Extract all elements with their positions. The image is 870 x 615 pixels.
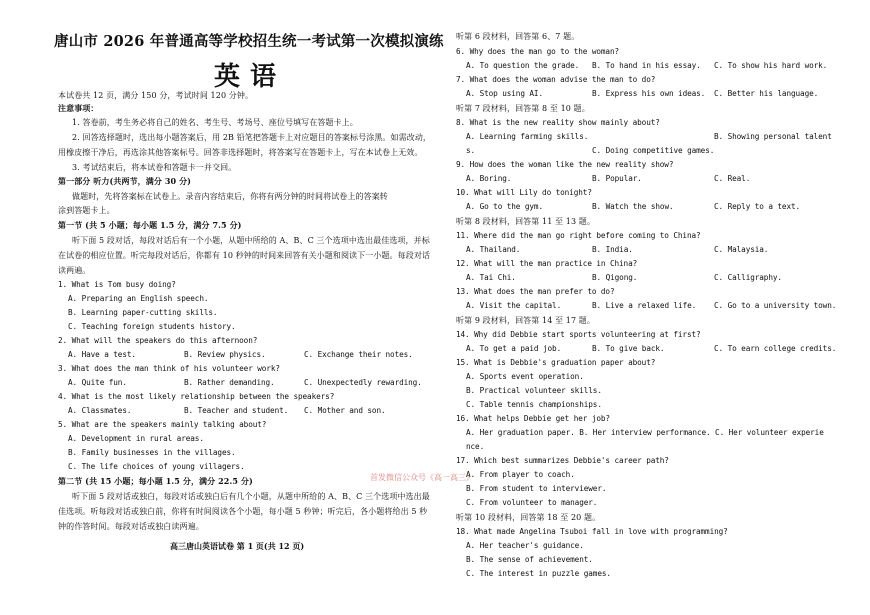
section2-instr-b: 佳选项。听每段对话或独白前，你将有时间阅读各个小题，每小题 5 秒钟；听完后，各小题将给出 5 秒 xyxy=(58,507,428,516)
q13-option-c: C. Go to a university town. xyxy=(714,301,837,310)
question-6: 6. Why does the man go to the woman? xyxy=(456,47,620,56)
question-7: 7. What does the woman advise the man to do? xyxy=(456,75,656,84)
q13-option-b: B. Live a relaxed life. xyxy=(592,301,697,310)
section2-instr-a: 听下面 5 段对话或独白，每段对话或独白后有几个小题，从题中所给的 A、B、C 三个选项中选出最 xyxy=(72,492,430,501)
q7-option-c: C. Better his language. xyxy=(714,89,819,98)
q15-option-b: B. Practical volunteer skills. xyxy=(466,386,602,395)
q16-options-cont: nce. xyxy=(466,442,485,451)
question-5: 5. What are the speakers mainly talking about? xyxy=(58,420,267,429)
watermark: 首发微信公众号《高一高三》 xyxy=(370,473,474,482)
q16-options: A. Her graduation paper. B. Her interview performance. C. Her volunteer experie xyxy=(466,428,824,437)
material-9-heading: 听第 9 段材料，回答第 14 至 17 题。 xyxy=(456,316,596,325)
q10-option-c: C. Reply to a text. xyxy=(714,202,801,211)
q15-option-a: A. Sports event operation. xyxy=(466,372,584,381)
notice-2b: 用橡皮擦干净后，再选涂其他答案标号。回答非选择题时，将答案写在答题卡上，写在本试卷上无效。 xyxy=(58,148,423,157)
q5-option-c: C. The life choices of young villagers. xyxy=(68,462,245,471)
question-18: 18. What made Angelina Tsuboi fall in love with programming? xyxy=(456,527,728,536)
subject-title: 英语 xyxy=(214,62,287,92)
q8-option-b-cont: s. xyxy=(466,146,476,155)
notice-1: 1. 答卷前，考生务必将自己的姓名、考生号、考场号、座位号填写在答题卡上。 xyxy=(72,118,358,127)
question-13: 13. What does the man prefer to do? xyxy=(456,287,615,296)
q15-option-c: C. Table tennis championships. xyxy=(466,400,602,409)
part1-instr-b: 涂到答题卡上。 xyxy=(58,206,115,215)
q17-option-c: C. From volunteer to manager. xyxy=(466,498,598,507)
question-12: 12. What will the man practice in China? xyxy=(456,259,638,268)
q8-option-b: B. Showing personal talent xyxy=(714,132,832,141)
notice-heading: 注意事项： xyxy=(58,103,99,113)
q7-option-a: A. Stop using AI. xyxy=(466,89,543,98)
q3-option-b: B. Rather demanding. xyxy=(184,378,275,387)
q6-option-c: C. To show his hard work. xyxy=(714,61,828,70)
q7-option-b: B. Express his own ideas. xyxy=(592,89,706,98)
material-7-heading: 听第 7 段材料，回答第 8 至 10 题。 xyxy=(456,104,590,113)
q2-option-c: C. Exchange their notes. xyxy=(304,350,413,359)
material-8-heading: 听第 8 段材料，回答第 11 至 13 题。 xyxy=(456,217,596,226)
question-14: 14. Why did Debbie start sports volunteering at first? xyxy=(456,330,701,339)
q5-option-b: B. Family businesses in the villages. xyxy=(68,448,236,457)
question-4: 4. What is the most likely relationship between the speakers? xyxy=(58,392,335,401)
q2-option-a: A. Have a test. xyxy=(68,350,136,359)
question-17: 17. Which best summarizes Debbie's career path? xyxy=(456,456,669,465)
page-footer: 高三唐山英语试卷 第 1 页(共 12 页) xyxy=(170,541,305,551)
q5-option-a: A. Development in rural areas. xyxy=(68,434,204,443)
q12-option-b: B. Qigong. xyxy=(592,273,638,282)
q8-option-c: C. Doing competitive games. xyxy=(592,146,715,155)
section1-instr-b: 在试卷的相应位置。听完每段对话后，你都有 10 秒钟的时间来回答有关小题和阅读下一小题。每段对话 xyxy=(58,251,431,260)
section1-heading: 第一节 (共 5 小题；每小题 1.5 分，满分 7.5 分) xyxy=(58,220,242,230)
q1-option-a: A. Preparing an English speech. xyxy=(68,294,209,303)
section2-heading: 第二节 (共 15 小题；每小题 1.5 分，满分 22.5 分) xyxy=(58,476,253,486)
question-9: 9. How does the woman like the new reality show? xyxy=(456,160,674,169)
section1-instr-c: 读两遍。 xyxy=(58,266,91,275)
q6-option-a: A. To question the grade. xyxy=(466,61,580,70)
q14-option-c: C. To earn college credits. xyxy=(714,344,837,353)
q14-option-b: B. To give back. xyxy=(592,344,665,353)
section2-instr-c: 钟的作答时间。每段对话或独白读两遍。 xyxy=(58,522,204,531)
q11-option-b: B. India. xyxy=(592,245,633,254)
q3-option-c: C. Unexpectedly rewarding. xyxy=(304,378,422,387)
q4-option-a: A. Classmates. xyxy=(68,406,132,415)
question-1: 1. What is Tom busy doing? xyxy=(58,280,176,289)
q12-option-a: A. Tai Chi. xyxy=(466,273,516,282)
question-10: 10. What will Lily do tonight? xyxy=(456,188,592,197)
q18-option-b: B. The sense of achievement. xyxy=(466,555,593,564)
material-10-heading: 听第 10 段材料，回答第 18 至 20 题。 xyxy=(456,513,601,522)
q1-option-c: C. Teaching foreign students history. xyxy=(68,322,236,331)
q14-option-a: A. To get a paid job. xyxy=(466,344,562,353)
exam-info: 本试卷共 12 页，满分 150 分，考试时间 120 分钟。 xyxy=(58,91,254,100)
q10-option-b: B. Watch the show. xyxy=(592,202,674,211)
q9-option-c: C. Real. xyxy=(714,174,751,183)
q17-option-a: A. From player to coach. xyxy=(466,470,575,479)
q18-option-a: A. Her teacher's guidance. xyxy=(466,541,584,550)
question-8: 8. What is the new reality show mainly about? xyxy=(456,118,660,127)
section1-instr-a: 听下面 5 段对话，每段对话后有一个小题，从题中所给的 A、B、C 三个选项中选出最佳选项，并标 xyxy=(72,236,430,245)
material-6-heading: 听第 6 段材料，回答第 6、7 题。 xyxy=(456,32,580,41)
part1-heading: 第一部分 听力(共两节，满分 30 分) xyxy=(58,176,192,186)
notice-3: 3. 考试结束后，将本试卷和答题卡一并交回。 xyxy=(72,163,237,172)
q4-option-c: C. Mother and son. xyxy=(304,406,386,415)
q9-option-b: B. Popular. xyxy=(592,174,642,183)
q12-option-c: C. Calligraphy. xyxy=(714,273,782,282)
q11-option-c: C. Malaysia. xyxy=(714,245,769,254)
q10-option-a: A. Go to the gym. xyxy=(466,202,543,211)
q8-option-a: A. Learning farming skills. xyxy=(466,132,589,141)
q2-option-b: B. Review physics. xyxy=(184,350,266,359)
question-15: 15. What is Debbie's graduation paper about? xyxy=(456,358,656,367)
q11-option-a: A. Thailand. xyxy=(466,245,521,254)
q18-option-c: C. The interest in puzzle games. xyxy=(466,569,611,578)
question-16: 16. What helps Debbie get her job? xyxy=(456,414,610,423)
question-3: 3. What does the man think of his volunteer work? xyxy=(58,364,280,373)
part1-instr-a: 做题时，先将答案标在试卷上。录音内容结束后，你将有两分钟的时间将试卷上的答案转 xyxy=(72,192,388,201)
q1-option-b: B. Learning paper-cutting skills. xyxy=(68,308,218,317)
question-2: 2. What will the speakers do this afternoon? xyxy=(58,336,258,345)
q17-option-b: B. From student to interviewer. xyxy=(466,484,607,493)
question-11: 11. Where did the man go right before coming to China? xyxy=(456,231,701,240)
exam-title: 唐山市 2026 年普通高等学校招生统一考试第一次模拟演练 xyxy=(54,33,444,50)
q6-option-b: B. To hand in his essay. xyxy=(592,61,701,70)
notice-2a: 2. 回答选择题时，选出每小题答案后，用 2B 铅笔把答题卡上对应题目的答案标号涂黑。如需改动， xyxy=(72,133,432,142)
q13-option-a: A. Visit the capital. xyxy=(466,301,562,310)
q9-option-a: A. Boring. xyxy=(466,174,512,183)
q3-option-a: A. Quite fun. xyxy=(68,378,127,387)
q4-option-b: B. Teacher and student. xyxy=(184,406,289,415)
